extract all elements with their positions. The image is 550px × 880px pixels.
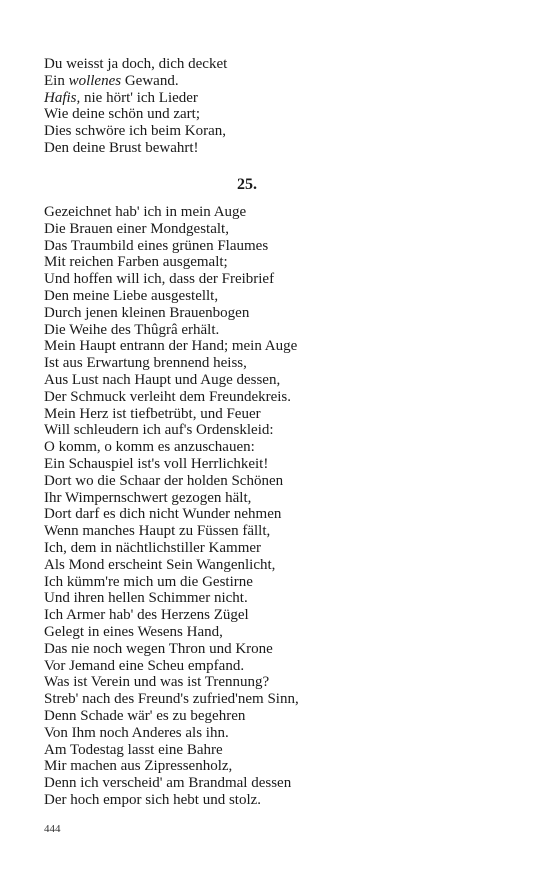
poem-line: Ein Schauspiel ist's voll Herrlichkeit! bbox=[44, 455, 269, 472]
poem-line: Von Ihm noch Anderes als ihn. bbox=[44, 724, 229, 741]
poem-line: Ein wollenes Gewand. bbox=[44, 72, 179, 89]
poem-line: Mein Herz ist tiefbetrübt, und Feuer bbox=[44, 405, 261, 422]
poem-line: Streb' nach des Freund's zufried'nem Sinn, bbox=[44, 691, 299, 708]
poem-line: Mit reichen Farben ausgemalt; bbox=[44, 254, 228, 271]
poem-line: Der Schmuck verleiht dem Freundekreis. bbox=[44, 388, 292, 405]
poem-line: Ihr Wimpernschwert gezogen hält, bbox=[44, 489, 252, 506]
poem-line: Das Traumbild eines grünen Flaumes bbox=[44, 237, 269, 254]
poem-line: Will schleudern ich auf's Ordenskleid: bbox=[44, 422, 274, 439]
poem-line: Mir machen aus Zipressenholz, bbox=[44, 758, 233, 775]
poem-line: Die Weihe des Thûgrâ erhält. bbox=[44, 321, 220, 338]
poem-line: Ich Armer hab' des Herzens Zügel bbox=[44, 607, 249, 624]
poem-line: Als Mond erscheint Sein Wangenlicht, bbox=[44, 556, 276, 573]
poem-line: Denn ich verscheid' am Brandmal dessen bbox=[44, 775, 292, 792]
poem-line: O komm, o komm es anzuschauen: bbox=[44, 439, 255, 456]
poem-line: Die Brauen einer Mondgestalt, bbox=[44, 220, 229, 237]
poem-line: Das nie noch wegen Thron und Krone bbox=[44, 640, 273, 657]
previous-poem-ending bbox=[44, 56, 227, 157]
poem-line: Den meine Liebe ausgestellt, bbox=[44, 287, 219, 304]
poem-line: Durch jenen kleinen Brauenbogen bbox=[44, 304, 250, 321]
poem-line: Wenn manches Haupt zu Füssen fällt, bbox=[44, 523, 271, 540]
poem-line: Gelegt in eines Wesens Hand, bbox=[44, 623, 223, 640]
poem-line: Was ist Verein und was ist Trennung? bbox=[44, 674, 270, 691]
poem-line: Und hoffen will ich, dass der Freibrief bbox=[44, 271, 275, 288]
poem-line: Am Todestag lasst eine Bahre bbox=[44, 741, 223, 758]
poem-line: Wie deine schön und zart; bbox=[44, 106, 201, 123]
poem-line: Dort wo die Schaar der holden Schönen bbox=[44, 472, 284, 489]
page-number: 444 bbox=[44, 823, 61, 835]
poem-number: 25. bbox=[237, 176, 257, 193]
poem-line: Ich, dem in nächtlichstiller Kammer bbox=[44, 539, 262, 556]
poem-line: Den deine Brust bewahrt! bbox=[44, 139, 199, 156]
poem-line: Mein Haupt entrann der Hand; mein Auge bbox=[44, 338, 298, 355]
poem-line: Vor Jemand eine Scheu empfand. bbox=[44, 657, 245, 674]
poem-line: Ich kümm're mich um die Gestirne bbox=[44, 573, 253, 590]
poem-line: Hafis, nie hört' ich Lieder bbox=[44, 89, 198, 106]
poem-line: Der hoch empor sich hebt und stolz. bbox=[44, 791, 262, 808]
poem-line: Ist aus Erwartung brennend heiss, bbox=[44, 355, 247, 372]
poem-line: Und ihren hellen Schimmer nicht. bbox=[44, 590, 248, 607]
poem-body bbox=[44, 204, 299, 809]
poem-line: Gezeichnet hab' ich in mein Auge bbox=[44, 204, 247, 220]
poem-line: Denn Schade wär' es zu begehren bbox=[44, 707, 246, 724]
poem-line: Aus Lust nach Haupt und Auge dessen, bbox=[44, 371, 281, 388]
poem-line: Dort darf es dich nicht Wunder nehmen bbox=[44, 506, 282, 523]
poem-line: Du weisst ja doch, dich decket bbox=[44, 56, 228, 72]
poem-line: Dies schwöre ich beim Koran, bbox=[44, 123, 227, 140]
